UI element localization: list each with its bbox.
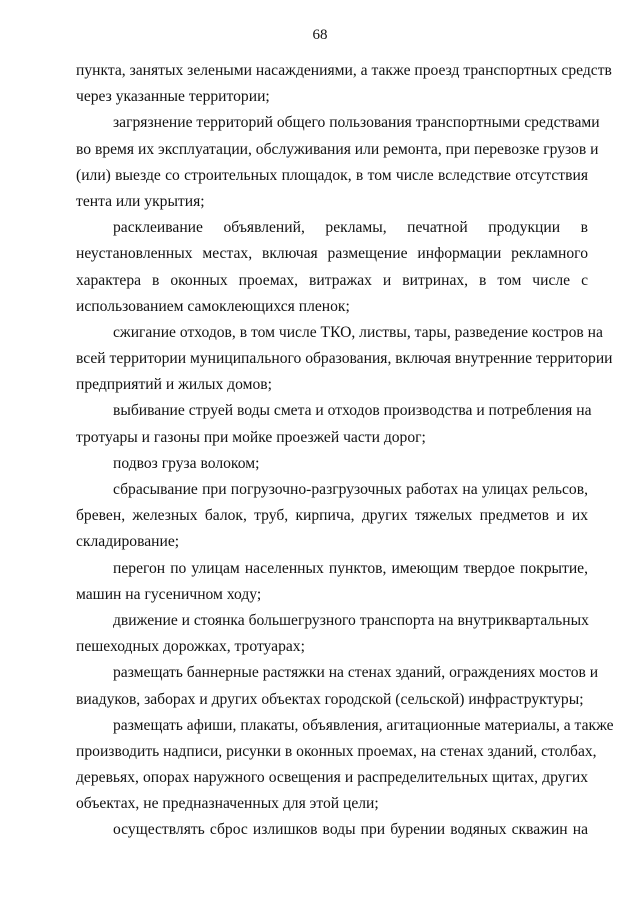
paragraph-water-discharge: [76, 817, 588, 843]
text-line: расклеивание объявлений, рекламы, печатной продукции в: [113, 219, 588, 237]
text-line: объектах, не предназначенных для этой цели;: [76, 795, 379, 813]
paragraph-dragging-cargo: [76, 451, 588, 477]
document-body: [76, 58, 614, 844]
text-line: предприятий и жилых домов;: [76, 376, 272, 394]
paragraph-pollution-by-vehicles: [76, 110, 600, 215]
paragraph-tracked-vehicles: [76, 556, 588, 608]
paragraph-continuation: [76, 58, 612, 110]
text-line: размещать баннерные растяжки на стенах зданий, ограждениях мостов и: [113, 664, 599, 682]
text-line: подвоз груза волоком;: [113, 454, 260, 472]
paragraph-banners: [76, 660, 599, 712]
text-line: складирование;: [76, 533, 180, 551]
text-line: пешеходных дорожках, тротуарах;: [76, 638, 305, 656]
text-line: производить надписи, рисунки в оконных проемах, на стенах зданий, столбах,: [76, 742, 597, 760]
text-line: (или) выезде со строительных площадок, в том числе вследствие отсутствия: [76, 166, 588, 184]
text-line: сжигание отходов, в том числе ТКО, листвы, тары, разведение костров на: [113, 323, 603, 341]
text-line: размещать афиши, плакаты, объявления, агитационные материалы, а также: [113, 716, 614, 734]
text-line: всей территории муниципального образования, включая внутренние территории: [76, 350, 613, 368]
text-line: неустановленных местах, включая размещение информации рекламного: [76, 245, 588, 263]
paragraph-burning-waste: [76, 320, 613, 399]
text-line: выбивание струей воды смета и отходов производства и потребления на: [113, 402, 592, 420]
text-line: деревьях, опорах наружного освещения и распределительных щитах, других: [76, 769, 588, 787]
text-line: перегон по улицам населенных пунктов, имеющим твердое покрытие,: [113, 559, 588, 577]
paragraph-dropping-heavy-items: [76, 477, 588, 556]
text-line: через указанные территории;: [76, 88, 270, 106]
text-line: использованием самоклеющихся пленок;: [76, 297, 350, 315]
text-line: во время их эксплуатации, обслуживания или ремонта, при перевозке грузов и: [76, 140, 599, 158]
text-line: загрязнение территорий общего пользования транспортными средствами: [113, 114, 600, 132]
text-line: пункта, занятых зелеными насаждениями, а также проезд транспортных средств: [76, 62, 612, 79]
text-line: тента или укрытия;: [76, 192, 205, 210]
paragraph-heavy-transport: [76, 608, 588, 660]
text-line: тротуары и газоны при мойке проезжей части дорог;: [76, 428, 426, 446]
text-line: осуществлять сброс излишков воды при бурении водяных скважин на: [113, 821, 588, 839]
paragraph-water-jet: [76, 398, 592, 450]
paragraph-posters: [76, 713, 614, 818]
text-line: бревен, железных балок, труб, кирпича, других тяжелых предметов и их: [76, 507, 588, 525]
text-line: виадуков, заборах и других объектах городской (сельской) инфраструктуры;: [76, 690, 584, 708]
text-line: характера в оконных проемах, витражах и витринах, в том числе с: [76, 271, 588, 289]
text-line: машин на гусеничном ходу;: [76, 585, 262, 603]
text-line: движение и стоянка большегрузного транспорта на внутриквартальных: [113, 611, 589, 629]
paragraph-posting-ads: [76, 215, 588, 320]
page-number: 68: [312, 27, 328, 43]
text-line: сбрасывание при погрузочно-разгрузочных работах на улицах рельсов,: [113, 481, 588, 498]
